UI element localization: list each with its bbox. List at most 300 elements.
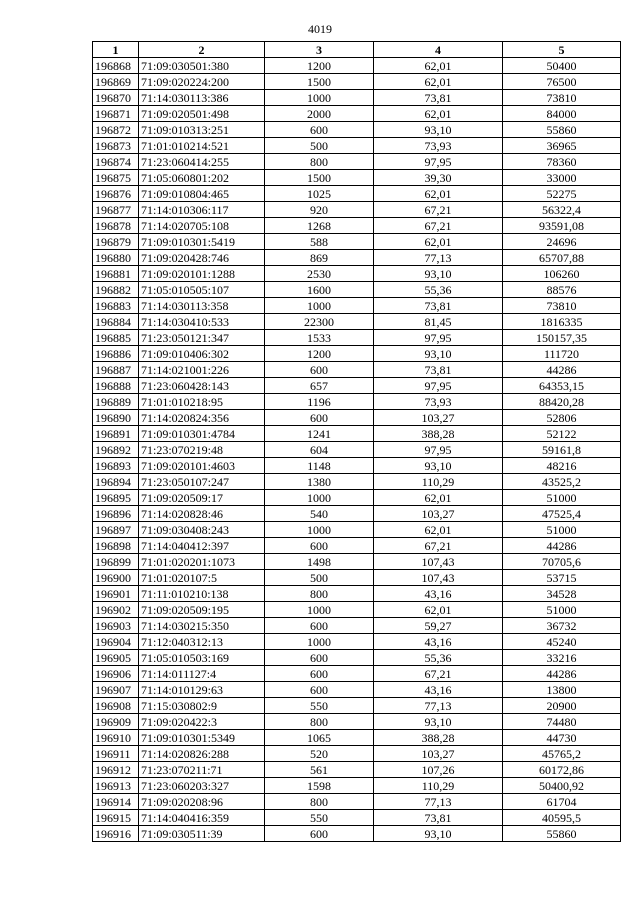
amount-cell: 50400 — [503, 58, 621, 74]
table-row — [93, 778, 621, 794]
area-cell: 1598 — [265, 778, 374, 794]
area-cell: 1000 — [265, 634, 374, 650]
table-row — [93, 74, 621, 90]
rate-cell: 97,95 — [374, 442, 503, 458]
record-number-cell: 196910 — [93, 730, 139, 746]
table-row — [93, 234, 621, 250]
column-header-4: 4 — [374, 42, 503, 58]
amount-cell: 52122 — [503, 426, 621, 442]
area-cell: 600 — [265, 618, 374, 634]
area-cell: 1196 — [265, 394, 374, 410]
cadastral-number-cell: 71:09:010301:4784 — [139, 426, 265, 442]
area-cell: 1241 — [265, 426, 374, 442]
table-row — [93, 650, 621, 666]
table-row — [93, 442, 621, 458]
table-row — [93, 138, 621, 154]
cadastral-number-cell: 71:14:030113:386 — [139, 90, 265, 106]
record-number-cell: 196911 — [93, 746, 139, 762]
record-number-cell: 196904 — [93, 634, 139, 650]
amount-cell: 52275 — [503, 186, 621, 202]
amount-cell: 84000 — [503, 106, 621, 122]
area-cell: 1498 — [265, 554, 374, 570]
cadastral-number-cell: 71:09:010406:302 — [139, 346, 265, 362]
cadastral-number-cell: 71:12:040312:13 — [139, 634, 265, 650]
amount-cell: 48216 — [503, 458, 621, 474]
area-cell: 1380 — [265, 474, 374, 490]
area-cell: 1148 — [265, 458, 374, 474]
record-number-cell: 196903 — [93, 618, 139, 634]
table-row — [93, 170, 621, 186]
table-row — [93, 810, 621, 826]
rate-cell: 103,27 — [374, 410, 503, 426]
rate-cell: 62,01 — [374, 234, 503, 250]
table-row — [93, 506, 621, 522]
rate-cell: 73,93 — [374, 138, 503, 154]
area-cell: 657 — [265, 378, 374, 394]
cadastral-number-cell: 71:09:030501:380 — [139, 58, 265, 74]
rate-cell: 107,43 — [374, 554, 503, 570]
rate-cell: 43,16 — [374, 586, 503, 602]
record-number-cell: 196909 — [93, 714, 139, 730]
area-cell: 22300 — [265, 314, 374, 330]
area-cell: 600 — [265, 682, 374, 698]
table-row — [93, 250, 621, 266]
amount-cell: 40595,5 — [503, 810, 621, 826]
rate-cell: 73,81 — [374, 298, 503, 314]
area-cell: 1000 — [265, 90, 374, 106]
cadastral-number-cell: 71:14:020705:108 — [139, 218, 265, 234]
cadastral-number-cell: 71:09:010313:251 — [139, 122, 265, 138]
table-header-row — [93, 42, 621, 58]
cadastral-number-cell: 71:23:050121:347 — [139, 330, 265, 346]
area-cell: 540 — [265, 506, 374, 522]
record-number-cell: 196914 — [93, 794, 139, 810]
record-number-cell: 196888 — [93, 378, 139, 394]
amount-cell: 150157,35 — [503, 330, 621, 346]
area-cell: 600 — [265, 362, 374, 378]
amount-cell: 33216 — [503, 650, 621, 666]
cadastral-number-cell: 71:23:070211:71 — [139, 762, 265, 778]
area-cell: 1000 — [265, 602, 374, 618]
rate-cell: 62,01 — [374, 74, 503, 90]
table-row — [93, 378, 621, 394]
area-cell: 1600 — [265, 282, 374, 298]
cadastral-number-cell: 71:14:030410:533 — [139, 314, 265, 330]
cadastral-number-cell: 71:09:030408:243 — [139, 522, 265, 538]
rate-cell: 388,28 — [374, 426, 503, 442]
amount-cell: 50400,92 — [503, 778, 621, 794]
record-number-cell: 196906 — [93, 666, 139, 682]
rate-cell: 62,01 — [374, 58, 503, 74]
area-cell: 1500 — [265, 74, 374, 90]
record-number-cell: 196905 — [93, 650, 139, 666]
record-number-cell: 196869 — [93, 74, 139, 90]
table-row — [93, 58, 621, 74]
amount-cell: 45765,2 — [503, 746, 621, 762]
amount-cell: 56322,4 — [503, 202, 621, 218]
rate-cell: 73,93 — [374, 394, 503, 410]
table-row — [93, 538, 621, 554]
land-plot-table — [92, 41, 621, 842]
rate-cell: 59,27 — [374, 618, 503, 634]
record-number-cell: 196891 — [93, 426, 139, 442]
record-number-cell: 196892 — [93, 442, 139, 458]
area-cell: 869 — [265, 250, 374, 266]
amount-cell: 64353,15 — [503, 378, 621, 394]
rate-cell: 73,81 — [374, 362, 503, 378]
table-row — [93, 746, 621, 762]
cadastral-number-cell: 71:01:010218:95 — [139, 394, 265, 410]
rate-cell: 93,10 — [374, 122, 503, 138]
rate-cell: 67,21 — [374, 666, 503, 682]
amount-cell: 60172,86 — [503, 762, 621, 778]
table-row — [93, 634, 621, 650]
rate-cell: 43,16 — [374, 682, 503, 698]
amount-cell: 88576 — [503, 282, 621, 298]
cadastral-number-cell: 71:09:010804:465 — [139, 186, 265, 202]
cadastral-number-cell: 71:23:070219:48 — [139, 442, 265, 458]
table-row — [93, 682, 621, 698]
cadastral-number-cell: 71:09:020422:3 — [139, 714, 265, 730]
rate-cell: 103,27 — [374, 746, 503, 762]
record-number-cell: 196896 — [93, 506, 139, 522]
amount-cell: 47525,4 — [503, 506, 621, 522]
record-number-cell: 196875 — [93, 170, 139, 186]
area-cell: 800 — [265, 794, 374, 810]
cadastral-number-cell: 71:09:020509:195 — [139, 602, 265, 618]
area-cell: 2530 — [265, 266, 374, 282]
rate-cell: 43,16 — [374, 634, 503, 650]
record-number-cell: 196895 — [93, 490, 139, 506]
amount-cell: 43525,2 — [503, 474, 621, 490]
area-cell: 550 — [265, 698, 374, 714]
rate-cell: 62,01 — [374, 522, 503, 538]
amount-cell: 70705,6 — [503, 554, 621, 570]
area-cell: 1065 — [265, 730, 374, 746]
record-number-cell: 196897 — [93, 522, 139, 538]
amount-cell: 55860 — [503, 826, 621, 842]
area-cell: 1200 — [265, 346, 374, 362]
amount-cell: 111720 — [503, 346, 621, 362]
cadastral-number-cell: 71:09:020501:498 — [139, 106, 265, 122]
rate-cell: 62,01 — [374, 106, 503, 122]
record-number-cell: 196882 — [93, 282, 139, 298]
cadastral-number-cell: 71:05:010505:107 — [139, 282, 265, 298]
record-number-cell: 196899 — [93, 554, 139, 570]
amount-cell: 106260 — [503, 266, 621, 282]
area-cell: 500 — [265, 138, 374, 154]
amount-cell: 13800 — [503, 682, 621, 698]
table-row — [93, 490, 621, 506]
cadastral-number-cell: 71:23:060428:143 — [139, 378, 265, 394]
rate-cell: 97,95 — [374, 154, 503, 170]
amount-cell: 34528 — [503, 586, 621, 602]
area-cell: 1200 — [265, 58, 374, 74]
table-row — [93, 282, 621, 298]
area-cell: 920 — [265, 202, 374, 218]
column-header-1: 1 — [93, 42, 139, 58]
amount-cell: 1816335 — [503, 314, 621, 330]
record-number-cell: 196881 — [93, 266, 139, 282]
record-number-cell: 196879 — [93, 234, 139, 250]
record-number-cell: 196877 — [93, 202, 139, 218]
cadastral-number-cell: 71:01:020201:1073 — [139, 554, 265, 570]
record-number-cell: 196890 — [93, 410, 139, 426]
table-row — [93, 122, 621, 138]
rate-cell: 39,30 — [374, 170, 503, 186]
amount-cell: 45240 — [503, 634, 621, 650]
record-number-cell: 196868 — [93, 58, 139, 74]
record-number-cell: 196878 — [93, 218, 139, 234]
area-cell: 604 — [265, 442, 374, 458]
area-cell: 600 — [265, 122, 374, 138]
area-cell: 1533 — [265, 330, 374, 346]
amount-cell: 74480 — [503, 714, 621, 730]
amount-cell: 61704 — [503, 794, 621, 810]
cadastral-number-cell: 71:14:030113:358 — [139, 298, 265, 314]
table-row — [93, 794, 621, 810]
area-cell: 588 — [265, 234, 374, 250]
column-header-5: 5 — [503, 42, 621, 58]
record-number-cell: 196876 — [93, 186, 139, 202]
amount-cell: 52806 — [503, 410, 621, 426]
record-number-cell: 196913 — [93, 778, 139, 794]
table-row — [93, 714, 621, 730]
cadastral-number-cell: 71:14:040412:397 — [139, 538, 265, 554]
rate-cell: 93,10 — [374, 826, 503, 842]
cadastral-number-cell: 71:01:010214:521 — [139, 138, 265, 154]
table-row — [93, 394, 621, 410]
table-row — [93, 330, 621, 346]
area-cell: 800 — [265, 154, 374, 170]
amount-cell: 93591,08 — [503, 218, 621, 234]
rate-cell: 77,13 — [374, 794, 503, 810]
record-number-cell: 196916 — [93, 826, 139, 842]
amount-cell: 73810 — [503, 298, 621, 314]
cadastral-number-cell: 71:09:020208:96 — [139, 794, 265, 810]
area-cell: 1025 — [265, 186, 374, 202]
record-number-cell: 196893 — [93, 458, 139, 474]
record-number-cell: 196872 — [93, 122, 139, 138]
cadastral-number-cell: 71:05:060801:202 — [139, 170, 265, 186]
amount-cell: 59161,8 — [503, 442, 621, 458]
record-number-cell: 196886 — [93, 346, 139, 362]
cadastral-number-cell: 71:09:010301:5419 — [139, 234, 265, 250]
rate-cell: 93,10 — [374, 458, 503, 474]
rate-cell: 107,26 — [374, 762, 503, 778]
table-body — [93, 58, 621, 842]
record-number-cell: 196902 — [93, 602, 139, 618]
cadastral-number-cell: 71:09:030511:39 — [139, 826, 265, 842]
cadastral-number-cell: 71:23:060203:327 — [139, 778, 265, 794]
table-row — [93, 266, 621, 282]
column-header-3: 3 — [265, 42, 374, 58]
table-row — [93, 346, 621, 362]
record-number-cell: 196898 — [93, 538, 139, 554]
rate-cell: 97,95 — [374, 378, 503, 394]
amount-cell: 51000 — [503, 490, 621, 506]
rate-cell: 77,13 — [374, 250, 503, 266]
area-cell: 1268 — [265, 218, 374, 234]
rate-cell: 62,01 — [374, 602, 503, 618]
cadastral-number-cell: 71:14:010306:117 — [139, 202, 265, 218]
amount-cell: 44286 — [503, 538, 621, 554]
table-row — [93, 762, 621, 778]
record-number-cell: 196885 — [93, 330, 139, 346]
area-cell: 800 — [265, 714, 374, 730]
table-row — [93, 666, 621, 682]
amount-cell: 76500 — [503, 74, 621, 90]
rate-cell: 73,81 — [374, 90, 503, 106]
cadastral-number-cell: 71:15:030802:9 — [139, 698, 265, 714]
record-number-cell: 196883 — [93, 298, 139, 314]
cadastral-number-cell: 71:05:010503:169 — [139, 650, 265, 666]
record-number-cell: 196884 — [93, 314, 139, 330]
rate-cell: 73,81 — [374, 810, 503, 826]
table-row — [93, 426, 621, 442]
table-row — [93, 826, 621, 842]
record-number-cell: 196887 — [93, 362, 139, 378]
area-cell: 1000 — [265, 490, 374, 506]
table-row — [93, 314, 621, 330]
amount-cell: 78360 — [503, 154, 621, 170]
rate-cell: 93,10 — [374, 346, 503, 362]
rate-cell: 62,01 — [374, 490, 503, 506]
cadastral-number-cell: 71:23:050107:247 — [139, 474, 265, 490]
record-number-cell: 196871 — [93, 106, 139, 122]
table-row — [93, 586, 621, 602]
cadastral-number-cell: 71:09:010301:5349 — [139, 730, 265, 746]
area-cell: 1500 — [265, 170, 374, 186]
rate-cell: 388,28 — [374, 730, 503, 746]
rate-cell: 97,95 — [374, 330, 503, 346]
amount-cell: 44286 — [503, 362, 621, 378]
rate-cell: 81,45 — [374, 314, 503, 330]
table-row — [93, 458, 621, 474]
rate-cell: 67,21 — [374, 218, 503, 234]
amount-cell: 55860 — [503, 122, 621, 138]
amount-cell: 73810 — [503, 90, 621, 106]
table-row — [93, 90, 621, 106]
rate-cell: 110,29 — [374, 474, 503, 490]
rate-cell: 62,01 — [374, 186, 503, 202]
area-cell: 600 — [265, 666, 374, 682]
rate-cell: 93,10 — [374, 266, 503, 282]
table-row — [93, 202, 621, 218]
rate-cell: 67,21 — [374, 538, 503, 554]
area-cell: 600 — [265, 538, 374, 554]
area-cell: 600 — [265, 826, 374, 842]
rate-cell: 107,43 — [374, 570, 503, 586]
table-row — [93, 154, 621, 170]
record-number-cell: 196873 — [93, 138, 139, 154]
amount-cell: 44286 — [503, 666, 621, 682]
table-row — [93, 522, 621, 538]
rate-cell: 110,29 — [374, 778, 503, 794]
area-cell: 1000 — [265, 522, 374, 538]
area-cell: 550 — [265, 810, 374, 826]
rate-cell: 103,27 — [374, 506, 503, 522]
amount-cell: 88420,28 — [503, 394, 621, 410]
table-row — [93, 554, 621, 570]
cadastral-number-cell: 71:09:020509:17 — [139, 490, 265, 506]
area-cell: 1000 — [265, 298, 374, 314]
table-row — [93, 618, 621, 634]
amount-cell: 53715 — [503, 570, 621, 586]
cadastral-number-cell: 71:09:020101:1288 — [139, 266, 265, 282]
amount-cell: 20900 — [503, 698, 621, 714]
cadastral-number-cell: 71:14:021001:226 — [139, 362, 265, 378]
record-number-cell: 196915 — [93, 810, 139, 826]
amount-cell: 51000 — [503, 522, 621, 538]
cadastral-number-cell: 71:14:020824:356 — [139, 410, 265, 426]
cadastral-number-cell: 71:14:020828:46 — [139, 506, 265, 522]
table-row — [93, 298, 621, 314]
rate-cell: 55,36 — [374, 282, 503, 298]
record-number-cell: 196900 — [93, 570, 139, 586]
cadastral-number-cell: 71:14:010129:63 — [139, 682, 265, 698]
cadastral-number-cell: 71:14:020826:288 — [139, 746, 265, 762]
record-number-cell: 196912 — [93, 762, 139, 778]
table-row — [93, 474, 621, 490]
rate-cell: 67,21 — [374, 202, 503, 218]
column-header-2: 2 — [139, 42, 265, 58]
amount-cell: 36732 — [503, 618, 621, 634]
area-cell: 600 — [265, 650, 374, 666]
amount-cell: 44730 — [503, 730, 621, 746]
table-row — [93, 698, 621, 714]
amount-cell: 65707,88 — [503, 250, 621, 266]
table-row — [93, 410, 621, 426]
cadastral-number-cell: 71:14:040416:359 — [139, 810, 265, 826]
table-row — [93, 218, 621, 234]
table-row — [93, 362, 621, 378]
amount-cell: 36965 — [503, 138, 621, 154]
table-row — [93, 730, 621, 746]
record-number-cell: 196894 — [93, 474, 139, 490]
rate-cell: 93,10 — [374, 714, 503, 730]
amount-cell: 51000 — [503, 602, 621, 618]
table-row — [93, 186, 621, 202]
area-cell: 800 — [265, 586, 374, 602]
area-cell: 600 — [265, 410, 374, 426]
rate-cell: 55,36 — [374, 650, 503, 666]
record-number-cell: 196901 — [93, 586, 139, 602]
cadastral-number-cell: 71:14:030215:350 — [139, 618, 265, 634]
rate-cell: 77,13 — [374, 698, 503, 714]
area-cell: 520 — [265, 746, 374, 762]
cadastral-number-cell: 71:09:020428:746 — [139, 250, 265, 266]
amount-cell: 24696 — [503, 234, 621, 250]
amount-cell: 33000 — [503, 170, 621, 186]
cadastral-number-cell: 71:23:060414:255 — [139, 154, 265, 170]
record-number-cell: 196870 — [93, 90, 139, 106]
cadastral-number-cell: 71:11:010210:138 — [139, 586, 265, 602]
cadastral-number-cell: 71:14:011127:4 — [139, 666, 265, 682]
table-row — [93, 602, 621, 618]
area-cell: 500 — [265, 570, 374, 586]
table-row — [93, 106, 621, 122]
record-number-cell: 196889 — [93, 394, 139, 410]
cadastral-number-cell: 71:09:020101:4603 — [139, 458, 265, 474]
record-number-cell: 196880 — [93, 250, 139, 266]
record-number-cell: 196874 — [93, 154, 139, 170]
cadastral-number-cell: 71:09:020224:200 — [139, 74, 265, 90]
page-number: 4019 — [308, 22, 332, 36]
record-number-cell: 196908 — [93, 698, 139, 714]
area-cell: 561 — [265, 762, 374, 778]
record-number-cell: 196907 — [93, 682, 139, 698]
